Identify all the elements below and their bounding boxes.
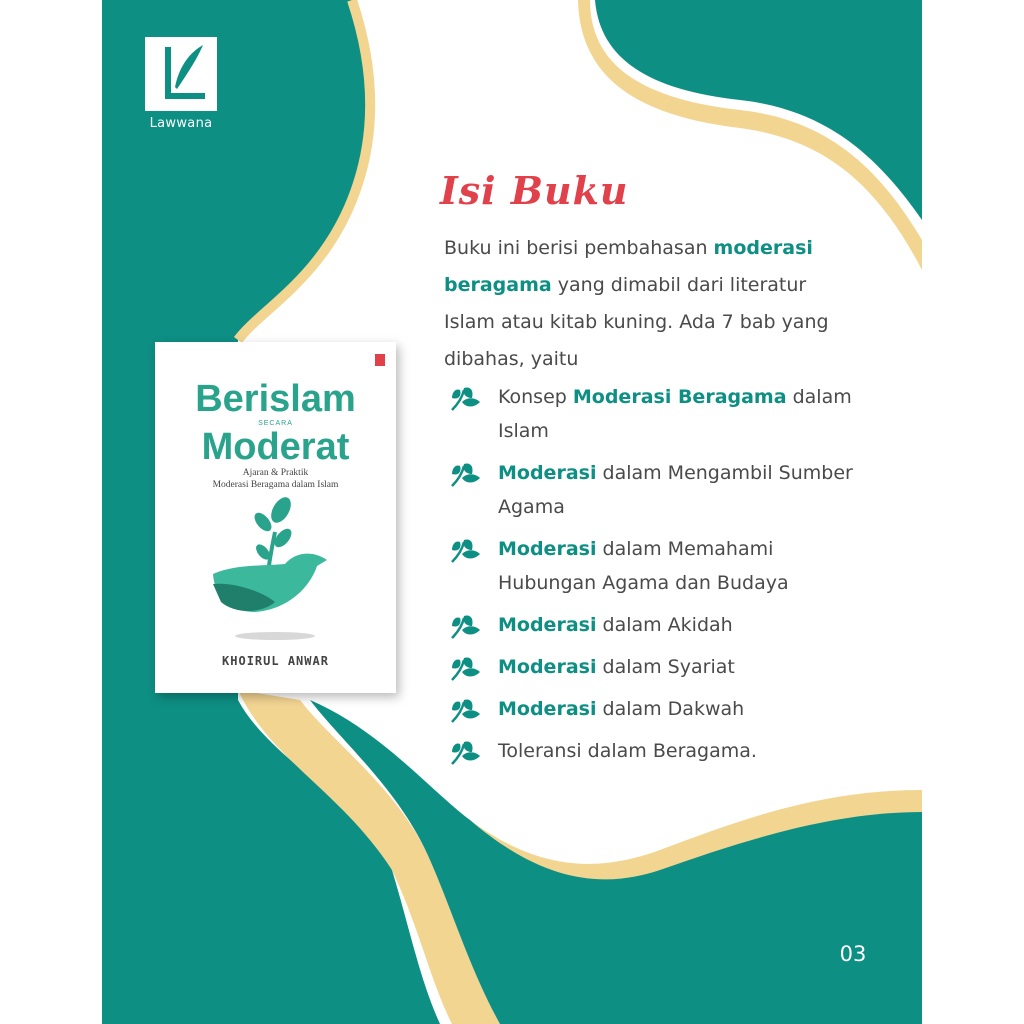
list-item bbox=[450, 692, 870, 726]
leaf-icon bbox=[450, 738, 482, 766]
chapter-4-rest: dalam Akidah bbox=[596, 614, 733, 636]
chapter-1-pre: Konsep bbox=[498, 386, 573, 408]
book-title-line1: Berislam bbox=[195, 378, 356, 420]
list-item bbox=[450, 380, 870, 448]
chapter-5-rest: dalam Syariat bbox=[596, 656, 735, 678]
section-heading: Isi Buku bbox=[440, 168, 629, 213]
list-item bbox=[450, 734, 870, 768]
chapter-list bbox=[450, 380, 870, 776]
publisher-mark-icon bbox=[375, 354, 385, 366]
dove-with-sprout-icon bbox=[205, 492, 345, 642]
chapter-1-rest: dalam Islam bbox=[498, 386, 852, 442]
chapter-3-highlight: Moderasi bbox=[498, 538, 597, 560]
list-item bbox=[450, 650, 870, 684]
book-title-secara: SECARA bbox=[258, 420, 293, 427]
book-cover bbox=[155, 342, 396, 693]
book-subtitle-line2: Moderasi Beragama dalam Islam bbox=[212, 480, 339, 490]
chapter-6-rest: dalam Dakwah bbox=[596, 698, 745, 720]
intro-text-part1: Buku ini berisi pembahasan bbox=[444, 237, 714, 259]
intro-paragraph bbox=[444, 230, 844, 378]
chapter-4-highlight: Moderasi bbox=[498, 614, 597, 636]
book-author: KHOIRUL ANWAR bbox=[222, 654, 329, 668]
feather-l-logo-icon bbox=[145, 37, 217, 111]
logo-wordmark: Lawwana bbox=[149, 116, 213, 131]
chapter-5-highlight: Moderasi bbox=[498, 656, 597, 678]
leaf-icon bbox=[450, 384, 482, 412]
list-item bbox=[450, 532, 870, 600]
book-title-line2: Moderat bbox=[201, 426, 350, 468]
logo-badge bbox=[145, 37, 217, 111]
leaf-icon bbox=[450, 696, 482, 724]
list-item bbox=[450, 608, 870, 642]
leaf-icon bbox=[450, 460, 482, 488]
chapter-2-highlight: Moderasi bbox=[498, 462, 597, 484]
chapter-6-highlight: Moderasi bbox=[498, 698, 597, 720]
book-subtitle-line1: Ajaran & Praktik bbox=[242, 468, 309, 478]
leaf-icon bbox=[450, 612, 482, 640]
list-item bbox=[450, 456, 870, 524]
intro-highlight: moderasi beragama bbox=[444, 237, 813, 296]
page-number: 03 bbox=[839, 942, 867, 966]
chapter-3-rest: dalam Memahami Hubungan Agama dan Budaya bbox=[498, 538, 789, 594]
intro-text-part2: yang dimabil dari literatur Islam atau kitab kuning. Ada 7 bab yang dibahas, yaitu bbox=[444, 274, 829, 370]
chapter-2-rest: dalam Mengambil Sumber Agama bbox=[498, 462, 853, 518]
leaf-icon bbox=[450, 536, 482, 564]
chapter-1-highlight: Moderasi Beragama bbox=[572, 386, 787, 408]
chapter-7-pre: Toleransi dalam Beragama. bbox=[498, 740, 757, 762]
leaf-icon bbox=[450, 654, 482, 682]
